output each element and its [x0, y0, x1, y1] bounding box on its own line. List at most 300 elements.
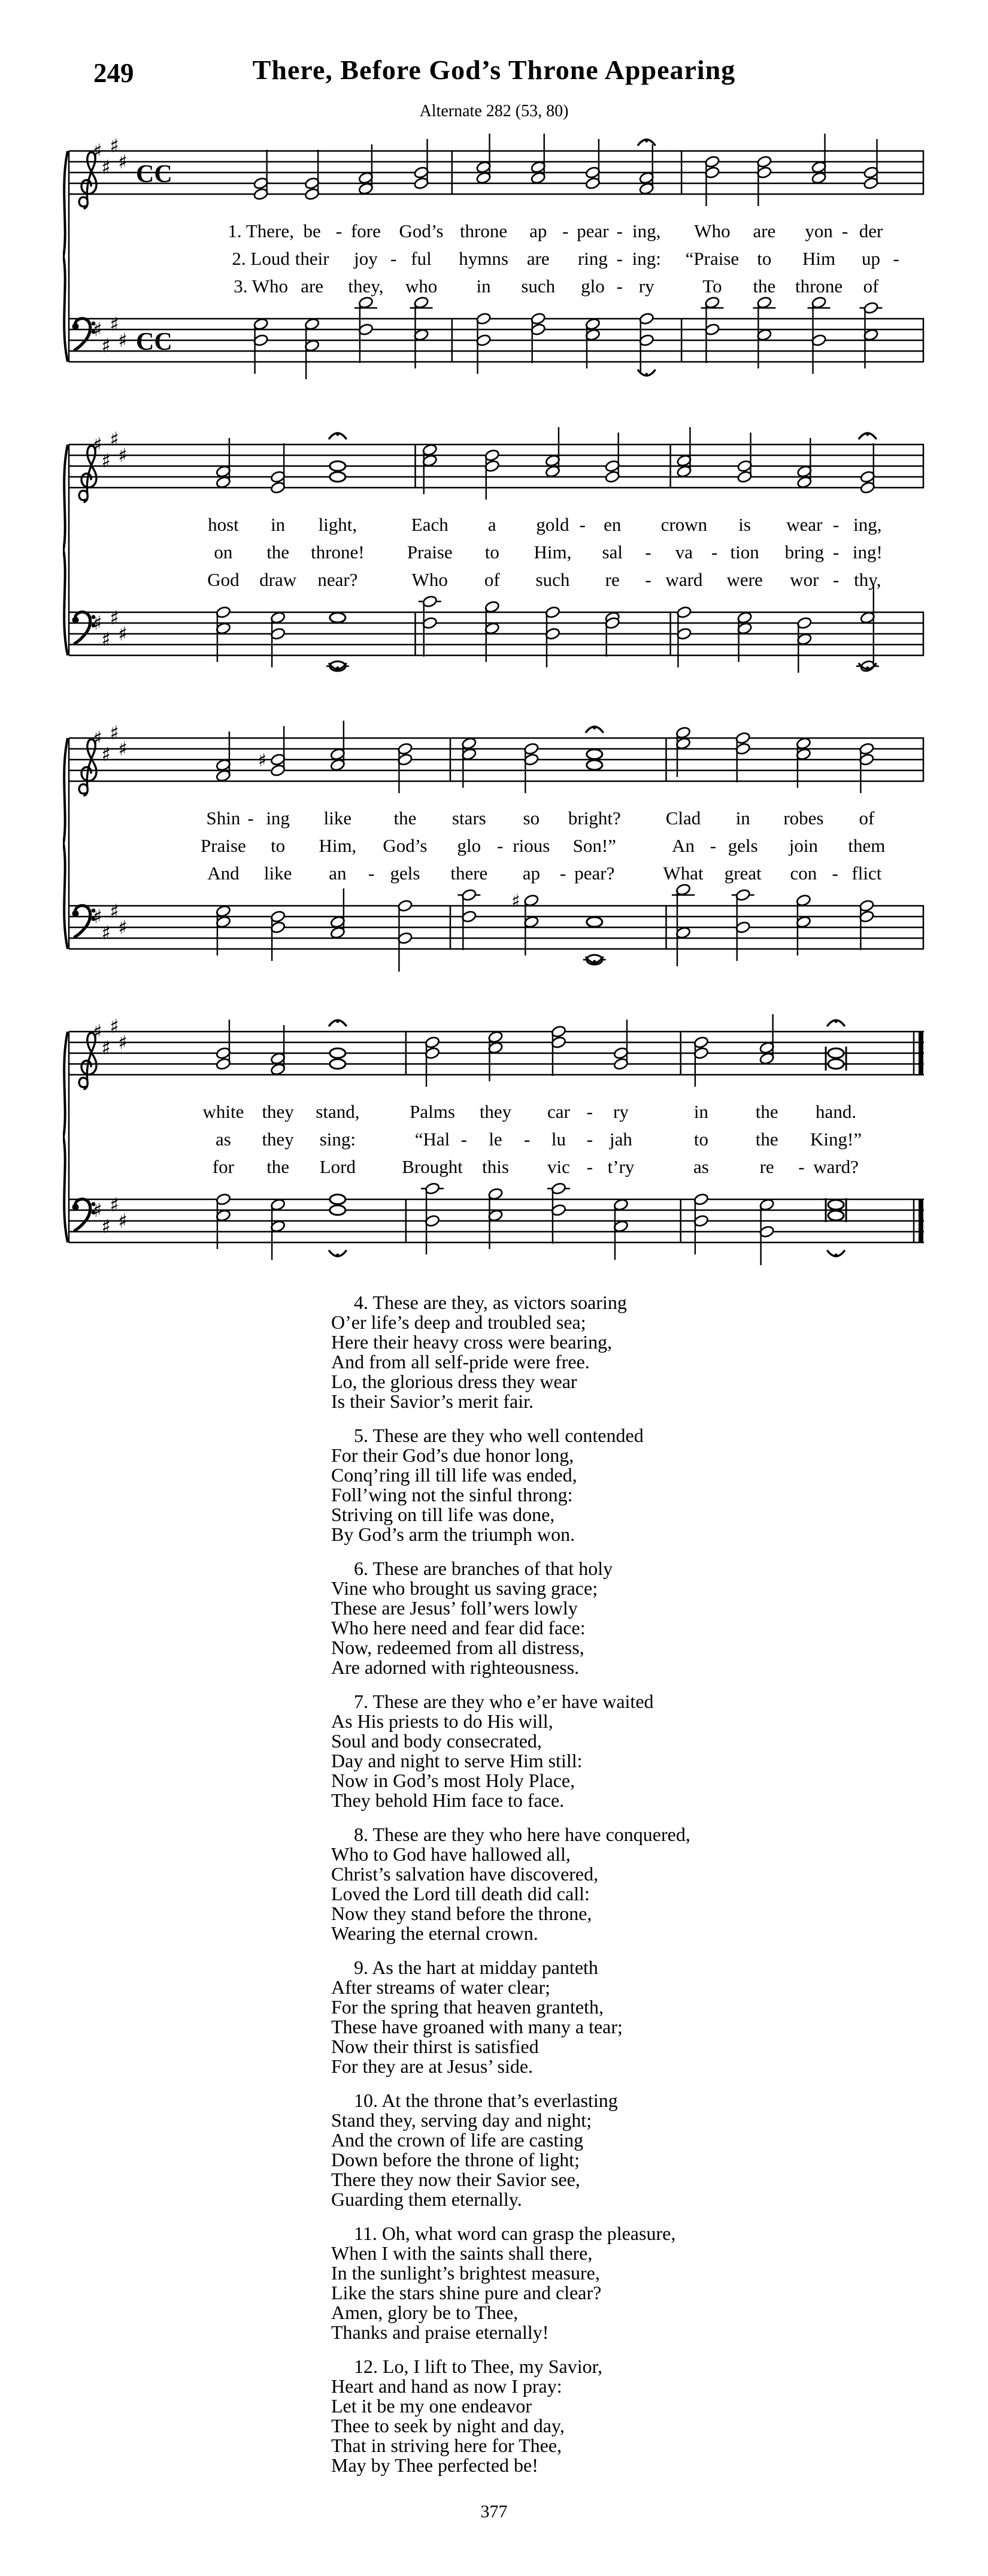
sharp-icon: ♯: [101, 921, 111, 944]
lyric-line: [63, 808, 925, 833]
lyric-syllable: To: [702, 276, 722, 297]
lyric-syllable: ful: [411, 248, 432, 269]
lyric-line: [63, 248, 925, 273]
lyric-syllable: ap: [522, 863, 540, 884]
lyric-syllable: so: [523, 808, 540, 829]
lyric-hyphen: -: [798, 1156, 805, 1177]
chord: [304, 150, 320, 201]
lyric-syllable: vic: [547, 1156, 570, 1177]
fermata-icon: [638, 139, 655, 145]
lyric-syllable: re: [759, 1156, 774, 1177]
lyric-syllable: a: [487, 514, 496, 535]
lyric-syllable: stand,: [316, 1101, 360, 1122]
lyric-syllable: le: [489, 1129, 502, 1150]
lyric-line: [63, 220, 925, 246]
fermata-icon: [329, 1020, 346, 1026]
chord: [704, 155, 720, 206]
chord: [330, 888, 346, 939]
music-system: [63, 133, 925, 391]
lyric-syllable: ward: [665, 569, 703, 590]
sharp-icon: ♯: [93, 433, 102, 456]
chord: [551, 1025, 566, 1076]
chord: [796, 438, 812, 489]
verse: [331, 1293, 798, 1411]
chord: [419, 595, 441, 657]
verse-line: O’er life’s deep and troubled sea;: [331, 1311, 586, 1333]
verse-block: [331, 1293, 798, 2490]
lyric-syllable: hymns: [459, 248, 508, 269]
chord: [414, 139, 429, 190]
chord: [330, 1195, 346, 1215]
lyric-syllable: be: [303, 220, 321, 241]
verse-line: Here their heavy cross were bearing,: [331, 1331, 613, 1353]
chord: [410, 296, 433, 368]
chord: [545, 606, 560, 667]
lyric-line: [63, 835, 925, 860]
chord: [585, 139, 601, 190]
chord: [613, 1198, 629, 1260]
chord: [421, 1182, 444, 1254]
chord: [461, 737, 477, 788]
lyric-syllable: car: [547, 1101, 570, 1122]
verse-line: Day and night to serve Him still:: [331, 1750, 583, 1771]
chord: [216, 438, 231, 489]
chord: [735, 731, 751, 782]
chord: [397, 742, 413, 793]
chord: [330, 1048, 346, 1069]
lyric-line: [63, 1129, 925, 1154]
lyric-syllable: rious: [513, 835, 550, 856]
chord: [484, 449, 500, 500]
accidental-sharp-icon: ♯: [511, 891, 520, 912]
fermata-icon: [329, 1251, 346, 1257]
verse-line: Let it be my one endeavor: [331, 2395, 532, 2417]
lyric-syllable: is: [738, 514, 751, 535]
lyric-syllable: are: [753, 220, 776, 241]
lyric-syllable: of: [484, 569, 500, 590]
verse-line: Now, redeemed from all distress,: [331, 1637, 584, 1658]
verse-line: They behold Him face to face.: [331, 1789, 565, 1811]
lyric-syllable: pear: [577, 220, 609, 241]
chord: [330, 461, 346, 482]
lyric-syllable: gels: [390, 863, 420, 884]
verse-line: Soul and body consecrated,: [331, 1730, 542, 1752]
chord: [476, 312, 492, 374]
sharp-icon: ♯: [101, 1215, 111, 1238]
lyric-syllable: 1. There,: [228, 220, 294, 241]
chord: [675, 726, 691, 777]
lyric-syllable: Him,: [319, 835, 357, 856]
sharp-icon: ♯: [101, 334, 111, 357]
chord: [531, 134, 546, 185]
verse-line: By God’s arm the triumph won.: [331, 1523, 575, 1545]
lyric-syllable: glo: [457, 835, 481, 856]
verse-line: There they now their Savior see,: [331, 2169, 580, 2190]
lyric-hyphen: -: [893, 248, 899, 269]
lyric-hyphen: -: [559, 863, 566, 884]
chord: [270, 443, 286, 494]
verse-line: Thee to seek by night and day,: [331, 2415, 565, 2436]
verse-line: 11. Oh, what word can grasp the pleasure,: [354, 2223, 676, 2244]
verse: [331, 2091, 798, 2209]
verse-line: Who to God have hallowed all,: [331, 1843, 571, 1865]
chord: [457, 888, 480, 950]
lyric-syllable: the: [755, 1129, 778, 1150]
chord: [759, 1014, 775, 1065]
fermata-icon: [828, 1020, 844, 1026]
verse-line: Down before the throne of light;: [331, 2149, 580, 2170]
lyric-syllable: King!”: [810, 1129, 862, 1150]
verse-line: For their God’s due honor long,: [331, 1444, 574, 1466]
lyric-syllable: tion: [730, 542, 759, 563]
verse-line: Now they stand before the throne,: [331, 1903, 592, 1924]
chord: [523, 742, 539, 793]
sharp-icon: ♯: [93, 727, 102, 749]
lyric-syllable: near?: [317, 569, 358, 590]
sharp-icon: ♯: [118, 737, 128, 760]
verse-line: Loved the Lord till death did call:: [331, 1883, 590, 1904]
lyric-syllable: ing!: [852, 542, 883, 563]
lyric-syllable: throne!: [311, 542, 365, 563]
chord: [585, 318, 601, 368]
lyric-syllable: stars: [451, 808, 486, 829]
chord: [672, 883, 695, 966]
lyric-hyphen: -: [524, 1129, 531, 1150]
lyric-syllable: to: [757, 248, 772, 269]
verse-line: Vine who brought us saving grace;: [331, 1577, 598, 1599]
chord: [488, 1187, 504, 1249]
lyric-syllable: them: [848, 835, 886, 856]
lyric-syllable: re: [605, 569, 620, 590]
lyric-syllable: up: [862, 248, 880, 269]
lyric-syllable: such: [521, 276, 556, 297]
sharp-icon: ♯: [110, 900, 119, 923]
sharp-icon: ♯: [110, 428, 119, 451]
chord: [613, 1020, 629, 1071]
sharp-icon: ♯: [101, 1036, 111, 1059]
lyric-syllable: Each: [411, 514, 448, 535]
lyric-syllable: the: [755, 1101, 778, 1122]
bass-clef-icon: [72, 1199, 96, 1230]
chord: [605, 433, 620, 483]
lyric-syllable: glo: [581, 276, 605, 297]
lyric-syllable: t’ry: [607, 1156, 635, 1177]
chord: [511, 891, 539, 956]
chord: [860, 443, 875, 494]
lyric-hyphen: -: [247, 808, 254, 829]
sharp-icon: ♯: [93, 1199, 102, 1222]
chord: [270, 910, 286, 961]
verse-line: Conq’ring ill till life was ended,: [331, 1464, 577, 1486]
verse: [331, 2224, 798, 2342]
lyric-syllable: God’s: [399, 220, 444, 241]
lyric-line: [63, 276, 925, 301]
chord: [258, 726, 286, 777]
lyric-syllable: Clad: [665, 808, 701, 829]
sharp-icon: ♯: [93, 905, 102, 928]
lyric-syllable: Shin: [206, 808, 241, 829]
lyric-syllable: like: [323, 808, 352, 829]
lyric-syllable: the: [753, 276, 776, 297]
verse-line: When I with the saints shall there,: [331, 2242, 593, 2264]
verse-line: May by Thee perfected be!: [331, 2454, 538, 2476]
verse-line: These are Jesus’ foll’wers lowly: [331, 1597, 578, 1619]
time-signature: CC: [136, 161, 172, 188]
lyric-syllable: fore: [350, 220, 381, 241]
chord: [693, 1193, 709, 1254]
lyric-syllable: ing,: [632, 220, 661, 241]
verse: [331, 1692, 798, 1810]
verse-line: Guarding them eternally.: [331, 2188, 522, 2210]
lyric-syllable: light,: [318, 514, 357, 535]
verse-line: That in striving here for Thee,: [331, 2435, 562, 2456]
lyric-hyphen: -: [497, 835, 504, 856]
verse: [331, 1426, 798, 1544]
lyric-syllable: on: [214, 542, 233, 563]
chord: [253, 318, 269, 374]
verse-line: And from all self-pride were free.: [331, 1351, 590, 1372]
chord: [759, 1198, 775, 1265]
chord: [304, 318, 320, 379]
lyric-line: [63, 863, 925, 888]
chord: [476, 134, 492, 185]
lyric-syllable: ry: [638, 276, 654, 297]
verse-line: 4. These are they, as victors soaring: [354, 1292, 627, 1313]
verse-line: Wearing the eternal crown.: [331, 1922, 538, 1944]
lyric-hyphen: -: [710, 835, 717, 856]
sharp-icon: ♯: [93, 140, 102, 162]
lyric-hyphen: -: [616, 248, 623, 269]
lyric-syllable: ing: [266, 808, 290, 829]
lyric-syllable: of: [863, 276, 879, 297]
lyric-syllable: “Praise: [685, 248, 740, 269]
sharp-icon: ♯: [101, 743, 111, 766]
verse-line: As His priests to do His will,: [331, 1710, 553, 1732]
lyric-hyphen: -: [832, 542, 840, 563]
lyric-syllable: sal: [602, 542, 623, 563]
verse-line: 12. Lo, I lift to Thee, my Savior,: [354, 2356, 602, 2377]
lyric-syllable: they: [479, 1101, 512, 1122]
page-number: 377: [480, 2502, 508, 2521]
verse-line: Thanks and praise eternally!: [331, 2321, 549, 2343]
verse-line: Christ’s salvation have discovered,: [331, 1863, 599, 1885]
lyric-line: [63, 1101, 925, 1126]
music-system: [63, 720, 925, 978]
lyric-hyphen: -: [586, 1156, 593, 1177]
lyric-syllable: like: [263, 863, 292, 884]
chord: [270, 611, 286, 667]
chord: [826, 1047, 846, 1071]
lyric-hyphen: -: [832, 569, 840, 590]
lyric-syllable: bring: [784, 542, 825, 563]
lyric-syllable: gold: [536, 514, 569, 535]
lyric-hyphen: -: [335, 220, 343, 241]
verse-line: 7. These are they who e’er have waited: [354, 1691, 654, 1712]
chord: [270, 1025, 286, 1076]
accidental-sharp-icon: ♯: [257, 750, 267, 771]
lyric-line: [63, 514, 925, 539]
sharp-icon: ♯: [110, 134, 119, 157]
chord: [488, 1030, 504, 1081]
chord: [863, 139, 879, 190]
chord: [811, 134, 827, 185]
lyric-syllable: Son!”: [572, 835, 616, 856]
sharp-icon: ♯: [118, 1210, 128, 1232]
chord: [859, 899, 874, 950]
lyric-syllable: What: [663, 863, 704, 884]
lyric-hyphen: -: [586, 1129, 593, 1150]
chord: [737, 433, 753, 483]
lyric-syllable: 3. Who: [234, 276, 288, 297]
chord: [253, 150, 269, 201]
lyric-syllable: And: [207, 863, 240, 884]
chord: [676, 427, 692, 478]
lyric-syllable: ry: [613, 1101, 629, 1122]
lyric-syllable: throne: [459, 220, 508, 241]
music-score: [63, 133, 925, 1307]
sharp-icon: ♯: [118, 1031, 128, 1054]
chord: [732, 888, 754, 961]
verse-line: 5. These are they who well contended: [354, 1425, 644, 1446]
chord: [531, 312, 546, 363]
lyric-syllable: to: [484, 542, 499, 563]
chord: [753, 296, 775, 368]
lyric-syllable: the: [393, 808, 417, 829]
verse-line: For the spring that heaven granteth,: [331, 1996, 604, 2018]
lyric-syllable: yon: [805, 220, 833, 241]
sharp-icon: ♯: [118, 622, 128, 645]
hymn-number: 249: [93, 58, 134, 88]
lyric-line: [63, 1156, 925, 1181]
lyric-syllable: pear?: [574, 863, 615, 884]
verse-line: Stand they, serving day and night;: [331, 2109, 592, 2131]
lyric-syllable: this: [482, 1156, 509, 1177]
bass-clef-icon: [72, 906, 96, 937]
lyric-syllable: in: [271, 514, 286, 535]
lyric-syllable: ap: [529, 220, 547, 241]
sharp-icon: ♯: [110, 606, 119, 629]
lyric-syllable: were: [726, 569, 763, 590]
sharp-icon: ♯: [101, 449, 111, 472]
lyric-hyphen: -: [841, 220, 848, 241]
fermata-icon: [586, 726, 603, 732]
lyric-syllable: Him,: [534, 542, 572, 563]
verse-line: Foll’wing not the sinful throng:: [331, 1484, 573, 1505]
chord: [796, 894, 811, 956]
lyric-syllable: 2. Loud: [232, 248, 290, 269]
lyric-hyphen: -: [390, 248, 397, 269]
lyric-syllable: hand.: [816, 1101, 857, 1122]
sharp-icon: ♯: [110, 1015, 119, 1038]
chord: [397, 899, 413, 972]
lyric-syllable: host: [208, 514, 239, 535]
lyric-syllable: gels: [728, 835, 758, 856]
lyric-hyphen: -: [579, 514, 586, 535]
lyric-syllable: to: [693, 1129, 708, 1150]
chord: [547, 1182, 570, 1244]
sharp-icon: ♯: [110, 313, 119, 335]
lyric-hyphen: -: [645, 569, 651, 590]
verse-line: Like the stars shine pure and clear?: [331, 2282, 602, 2303]
verse-line: And the crown of life are casting: [331, 2129, 584, 2151]
verse-line: 9. As the hart at midday panteth: [354, 1957, 598, 1978]
lyric-syllable: joy: [354, 248, 378, 269]
chord: [216, 905, 231, 956]
verse-line: Lo, the glorious dress they wear: [331, 1371, 577, 1392]
fermata-icon: [859, 433, 876, 439]
lyric-syllable: such: [535, 569, 570, 590]
lyric-hyphen: -: [586, 1101, 593, 1122]
lyric-syllable: Praise: [407, 542, 453, 563]
lyric-syllable: join: [789, 835, 819, 856]
sharp-icon: ♯: [118, 150, 128, 173]
verse-line: For they are at Jesus’ side.: [331, 2055, 534, 2077]
verse-line: Now in God’s most Holy Place,: [331, 1770, 575, 1791]
chord: [693, 1036, 709, 1087]
sharp-icon: ♯: [93, 612, 102, 634]
chord: [856, 584, 879, 673]
verse: [331, 2357, 798, 2475]
lyric-syllable: robes: [783, 808, 824, 829]
lyric-syllable: ring: [577, 248, 608, 269]
verse-line: Is their Savior’s merit fair.: [331, 1390, 534, 1412]
lyric-syllable: “Hal: [414, 1129, 450, 1150]
lyric-syllable: as: [216, 1129, 231, 1150]
lyric-syllable: to: [271, 835, 286, 856]
verse-line: Striving on till life was done,: [331, 1504, 555, 1525]
lyric-hyphen: -: [460, 1129, 467, 1150]
lyric-syllable: throne: [795, 276, 843, 297]
chord: [422, 443, 438, 494]
lyric-syllable: An: [672, 835, 695, 856]
lyric-syllable: they,: [348, 276, 384, 297]
sharp-icon: ♯: [110, 721, 119, 744]
chord: [860, 301, 883, 368]
lyric-syllable: sing:: [319, 1129, 356, 1150]
lyric-syllable: Who: [694, 220, 731, 241]
lyric-syllable: Brought: [402, 1156, 463, 1177]
lyric-syllable: in: [476, 276, 491, 297]
sharp-icon: ♯: [118, 444, 128, 467]
lyric-hyphen: -: [562, 220, 569, 241]
lyric-syllable: thy,: [854, 569, 881, 590]
chord: [545, 427, 560, 478]
lyric-syllable: as: [693, 1156, 709, 1177]
chord: [737, 611, 753, 662]
sharp-icon: ♯: [101, 628, 111, 651]
sharp-icon: ♯: [93, 318, 102, 341]
lyric-syllable: bright?: [568, 808, 621, 829]
lyric-syllable: God’s: [383, 835, 428, 856]
chord: [270, 1198, 286, 1260]
chord: [639, 312, 654, 374]
bass-clef-icon: [72, 319, 96, 350]
music-system: [63, 1014, 925, 1271]
chord: [859, 742, 874, 793]
fermata-icon: [828, 1251, 844, 1257]
lyric-syllable: the: [266, 1156, 290, 1177]
sharp-icon: ♯: [93, 1020, 102, 1043]
lyric-syllable: wear: [786, 514, 823, 535]
sharp-icon: ♯: [118, 329, 128, 352]
chord: [796, 737, 811, 788]
lyric-syllable: they: [262, 1101, 294, 1122]
lyric-syllable: an: [329, 863, 347, 884]
lyric-syllable: wor: [790, 569, 819, 590]
lyric-hyphen: -: [616, 276, 623, 297]
lyric-syllable: in: [735, 808, 750, 829]
lyric-hyphen: -: [616, 220, 623, 241]
